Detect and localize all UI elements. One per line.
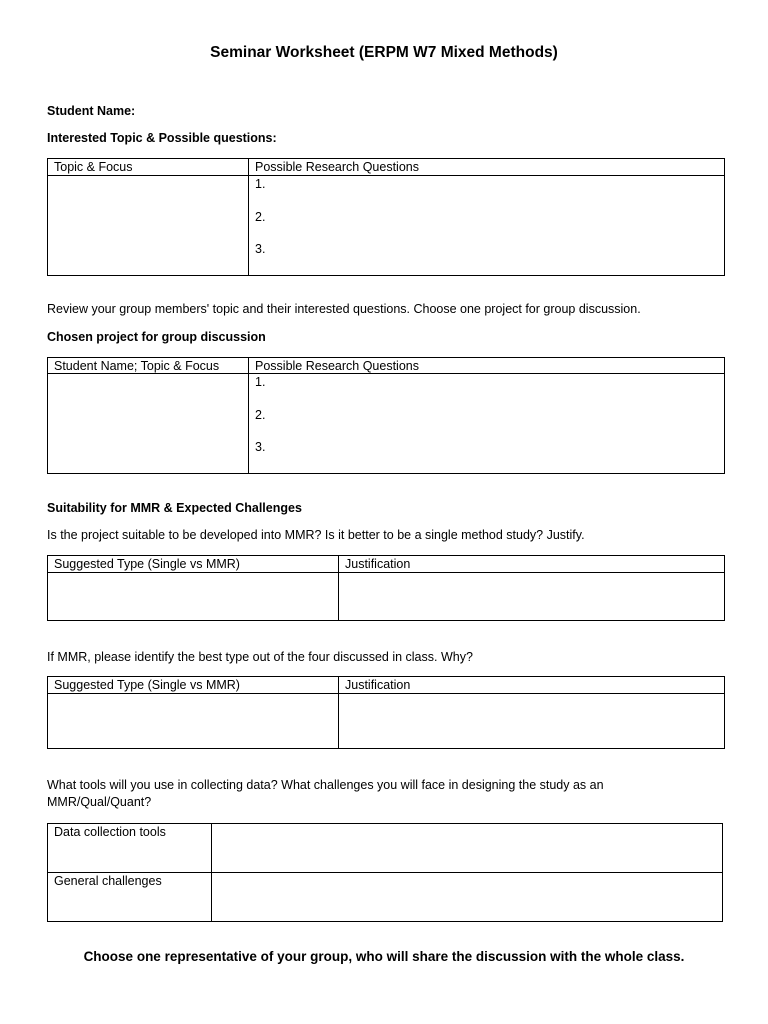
tools-challenges-table xyxy=(47,823,723,922)
review-instruction: Review your group members' topic and their interested questions. Choose one project for group discussion. xyxy=(47,302,641,316)
question-number: 3. xyxy=(255,440,266,454)
topic-focus-cell[interactable] xyxy=(48,176,249,276)
chosen-project-label: Chosen project for group discussion xyxy=(47,330,266,344)
tools-question-line1: What tools will you use in collecting data? What challenges you will face in designing the study as an xyxy=(47,778,604,792)
topic-questions-table xyxy=(47,158,725,276)
suggested-type-cell[interactable] xyxy=(48,694,339,749)
question-number: 2. xyxy=(255,407,266,422)
closing-instruction: Choose one representative of your group, who will share the discussion with the whole class. xyxy=(83,949,685,964)
research-questions-cell[interactable] xyxy=(249,176,725,276)
student-topic-header: Student Name; Topic & Focus xyxy=(48,358,249,374)
chosen-project-table xyxy=(47,357,725,474)
student-topic-cell[interactable] xyxy=(48,374,249,474)
tools-question-line2: MMR/Qual/Quant? xyxy=(47,795,152,809)
mmr-type-table xyxy=(47,676,725,749)
suggested-type-header: Suggested Type (Single vs MMR) xyxy=(48,677,339,694)
data-collection-tools-label: Data collection tools xyxy=(48,824,212,873)
student-name-label: Student Name: xyxy=(47,104,136,118)
suitability-table xyxy=(47,555,725,621)
justification-header: Justification xyxy=(339,556,725,573)
suggested-type-header: Suggested Type (Single vs MMR) xyxy=(48,556,339,573)
general-challenges-cell[interactable] xyxy=(212,873,723,922)
justification-cell[interactable] xyxy=(339,694,725,749)
research-questions-header: Possible Research Questions xyxy=(249,159,725,176)
page-title: Seminar Worksheet (ERPM W7 Mixed Methods) xyxy=(210,44,558,61)
data-collection-tools-cell[interactable] xyxy=(212,824,723,873)
question-number: 2. xyxy=(255,209,266,224)
research-questions-cell[interactable] xyxy=(249,374,725,474)
justification-cell[interactable] xyxy=(339,573,725,621)
justification-header: Justification xyxy=(339,677,725,694)
interested-topic-label: Interested Topic & Possible questions: xyxy=(47,131,277,145)
question-number: 3. xyxy=(255,242,266,256)
suitability-heading: Suitability for MMR & Expected Challenges xyxy=(47,501,302,515)
general-challenges-label: General challenges xyxy=(48,873,212,922)
suggested-type-cell[interactable] xyxy=(48,573,339,621)
research-questions-header: Possible Research Questions xyxy=(249,358,725,374)
topic-focus-header: Topic & Focus xyxy=(48,159,249,176)
question-number: 1. xyxy=(255,177,266,191)
question-number: 1. xyxy=(255,375,266,389)
mmr-type-question: If MMR, please identify the best type out of the four discussed in class. Why? xyxy=(47,650,473,664)
suitability-question: Is the project suitable to be developed into MMR? Is it better to be a single method study? Justify. xyxy=(47,528,585,542)
